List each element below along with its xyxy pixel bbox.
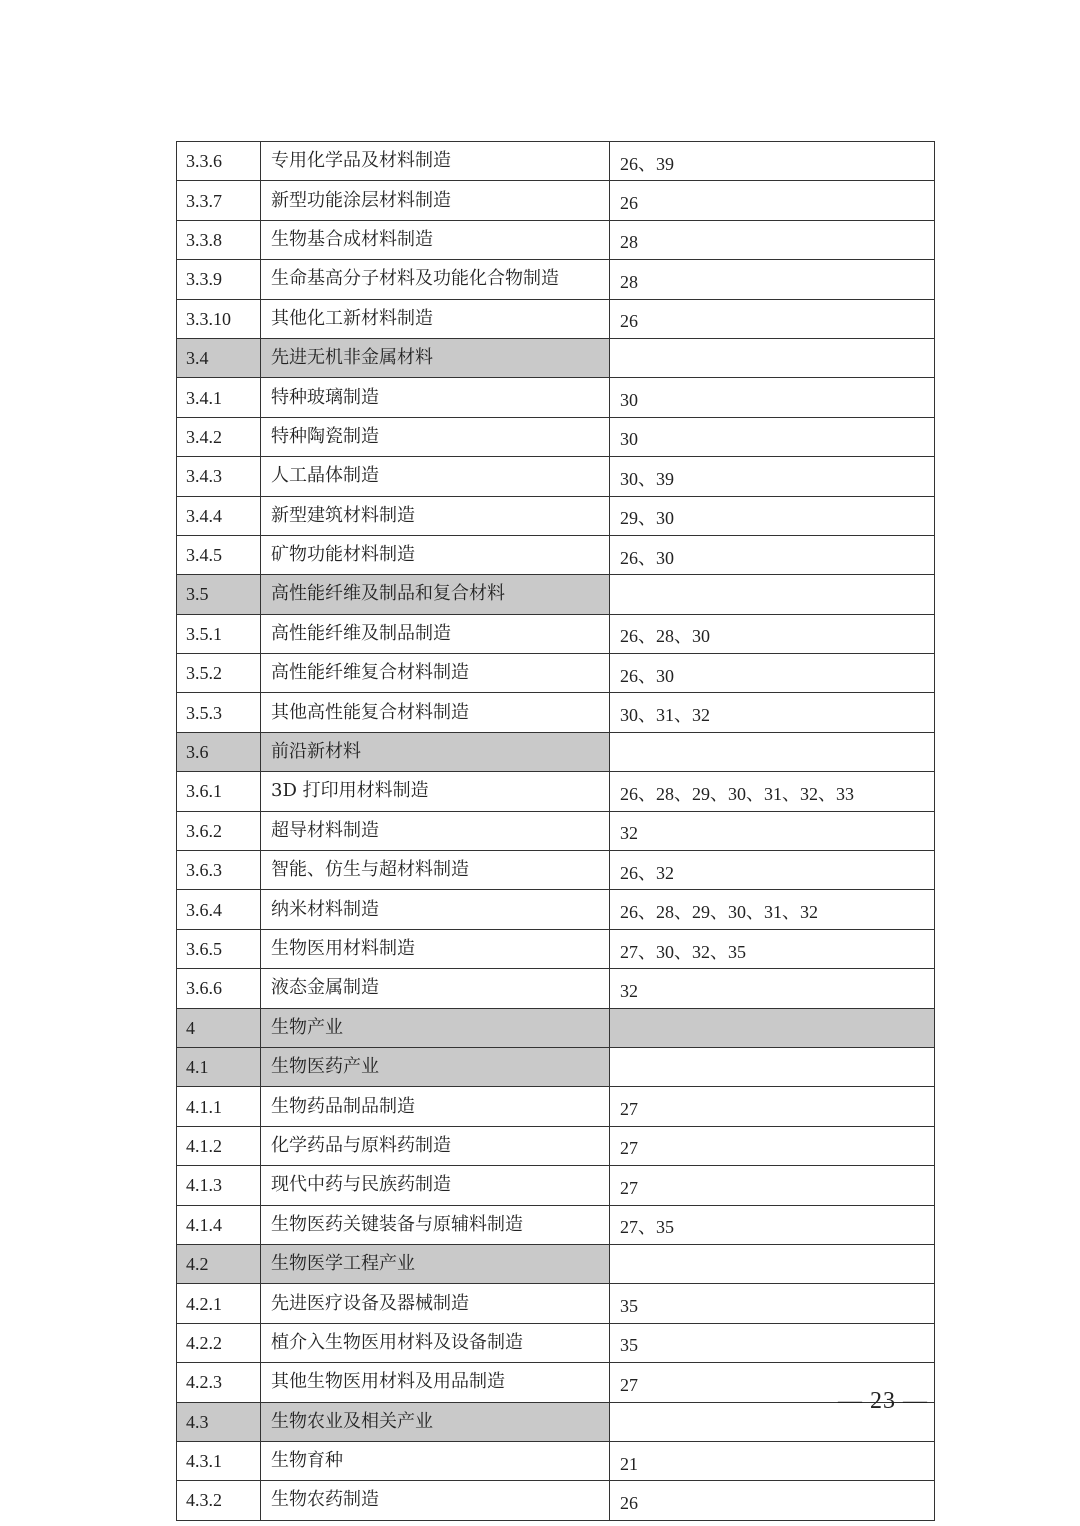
industry-classification-table [176,141,935,1521]
refs-cell: 21 [610,1441,935,1480]
name-cell: 生物育种 [261,1441,610,1480]
code-cell: 4.2.1 [177,1284,261,1323]
refs-cell: 26 [610,299,935,338]
category-row [177,1047,935,1086]
name-cell: 纳米材料制造 [261,890,610,929]
code-cell: 3.6 [177,732,261,771]
refs-cell: 30、39 [610,457,935,496]
table-row [177,417,935,456]
table-row [177,535,935,574]
table-row [177,811,935,850]
refs-cell [610,732,935,771]
name-cell: 其他生物医用材料及用品制造 [261,1363,610,1402]
table-row [177,851,935,890]
refs-cell: 35 [610,1284,935,1323]
code-cell: 3.6.1 [177,772,261,811]
name-cell: 先进无机非金属材料 [261,338,610,377]
name-cell: 超导材料制造 [261,811,610,850]
refs-cell: 26、39 [610,142,935,181]
code-cell: 4.1.1 [177,1087,261,1126]
code-cell: 3.4.2 [177,417,261,456]
code-cell: 4.1.3 [177,1166,261,1205]
name-cell: 生物产业 [261,1008,610,1047]
name-cell: 化学药品与原料药制造 [261,1126,610,1165]
table-row [177,1284,935,1323]
name-cell: 生物农业及相关产业 [261,1402,610,1441]
category-row [177,1244,935,1283]
name-cell: 专用化学品及材料制造 [261,142,610,181]
table-row [177,496,935,535]
code-cell: 3.6.2 [177,811,261,850]
table-row [177,772,935,811]
name-cell: 生物药品制品制造 [261,1087,610,1126]
code-cell: 4.1.4 [177,1205,261,1244]
refs-cell: 27 [610,1363,935,1402]
name-cell: 其他化工新材料制造 [261,299,610,338]
code-cell: 3.3.7 [177,181,261,220]
refs-cell [610,1008,935,1047]
code-cell: 3.4 [177,338,261,377]
code-cell: 4.3.1 [177,1441,261,1480]
refs-cell: 35 [610,1323,935,1362]
refs-cell: 27、30、32、35 [610,929,935,968]
table-row [177,654,935,693]
code-cell: 3.4.3 [177,457,261,496]
name-cell: 高性能纤维及制品制造 [261,614,610,653]
code-cell: 4.2 [177,1244,261,1283]
code-cell: 4.2.3 [177,1363,261,1402]
category-row [177,575,935,614]
table-row [177,969,935,1008]
code-cell: 3.5.2 [177,654,261,693]
name-cell: 生命基高分子材料及功能化合物制造 [261,260,610,299]
code-cell: 3.4.1 [177,378,261,417]
name-cell: 生物农药制造 [261,1481,610,1520]
table-row [177,890,935,929]
code-cell: 3.4.5 [177,535,261,574]
table-row [177,142,935,181]
table-row [177,378,935,417]
name-cell: 其他高性能复合材料制造 [261,693,610,732]
refs-cell [610,1244,935,1283]
name-cell: 液态金属制造 [261,969,610,1008]
category-row [177,732,935,771]
name-cell: 高性能纤维及制品和复合材料 [261,575,610,614]
name-cell: 智能、仿生与超材料制造 [261,851,610,890]
refs-cell: 26 [610,181,935,220]
refs-cell: 27、35 [610,1205,935,1244]
code-cell: 4.1 [177,1047,261,1086]
code-cell: 3.5.1 [177,614,261,653]
table-row [177,1441,935,1480]
table-row [177,1323,935,1362]
refs-cell: 26、30 [610,654,935,693]
table-row [177,181,935,220]
name-cell: 生物医用材料制造 [261,929,610,968]
refs-cell: 26、30 [610,535,935,574]
name-cell: 先进医疗设备及器械制造 [261,1284,610,1323]
refs-cell [610,1047,935,1086]
category-row [177,1008,935,1047]
name-cell: 高性能纤维复合材料制造 [261,654,610,693]
table-row [177,1363,935,1402]
refs-cell: 28 [610,220,935,259]
code-cell: 4.3.2 [177,1481,261,1520]
table-row [177,220,935,259]
code-cell: 3.6.3 [177,851,261,890]
refs-cell: 27 [610,1166,935,1205]
code-cell: 4 [177,1008,261,1047]
table-row [177,1166,935,1205]
code-cell: 3.4.4 [177,496,261,535]
refs-cell: 32 [610,811,935,850]
name-cell: 生物医学工程产业 [261,1244,610,1283]
refs-cell: 26、28、29、30、31、32 [610,890,935,929]
refs-cell [610,338,935,377]
name-cell: 人工晶体制造 [261,457,610,496]
category-row [177,338,935,377]
name-cell: 3D 打印用材料制造 [261,772,610,811]
name-cell: 新型功能涂层材料制造 [261,181,610,220]
name-cell: 前沿新材料 [261,732,610,771]
name-cell: 植介入生物医用材料及设备制造 [261,1323,610,1362]
refs-cell: 26、28、30 [610,614,935,653]
table-row [177,614,935,653]
code-cell: 3.3.8 [177,220,261,259]
refs-cell: 28 [610,260,935,299]
table-body [177,142,935,1521]
table-row [177,1481,935,1520]
refs-cell: 30 [610,378,935,417]
code-cell: 3.3.6 [177,142,261,181]
category-row [177,1402,935,1441]
code-cell: 3.6.4 [177,890,261,929]
name-cell: 特种玻璃制造 [261,378,610,417]
table-row [177,929,935,968]
table-row [177,457,935,496]
table-row [177,1126,935,1165]
table-row [177,693,935,732]
refs-cell: 30、31、32 [610,693,935,732]
table-row [177,299,935,338]
code-cell: 4.3 [177,1402,261,1441]
name-cell: 矿物功能材料制造 [261,535,610,574]
code-cell: 3.5.3 [177,693,261,732]
page-number: — 23 — [838,1388,928,1414]
code-cell: 3.5 [177,575,261,614]
refs-cell: 30 [610,417,935,456]
name-cell: 特种陶瓷制造 [261,417,610,456]
refs-cell: 26、32 [610,851,935,890]
refs-cell [610,575,935,614]
name-cell: 新型建筑材料制造 [261,496,610,535]
code-cell: 3.6.5 [177,929,261,968]
table-row [177,260,935,299]
code-cell: 3.6.6 [177,969,261,1008]
refs-cell: 27 [610,1087,935,1126]
name-cell: 生物基合成材料制造 [261,220,610,259]
refs-cell: 32 [610,969,935,1008]
refs-cell: 26、28、29、30、31、32、33 [610,772,935,811]
code-cell: 4.2.2 [177,1323,261,1362]
code-cell: 3.3.9 [177,260,261,299]
name-cell: 生物医药产业 [261,1047,610,1086]
table-row [177,1205,935,1244]
name-cell: 生物医药关键装备与原辅料制造 [261,1205,610,1244]
code-cell: 4.1.2 [177,1126,261,1165]
refs-cell: 26 [610,1481,935,1520]
name-cell: 现代中药与民族药制造 [261,1166,610,1205]
code-cell: 3.3.10 [177,299,261,338]
refs-cell: 27 [610,1126,935,1165]
table-row [177,1087,935,1126]
refs-cell: 29、30 [610,496,935,535]
